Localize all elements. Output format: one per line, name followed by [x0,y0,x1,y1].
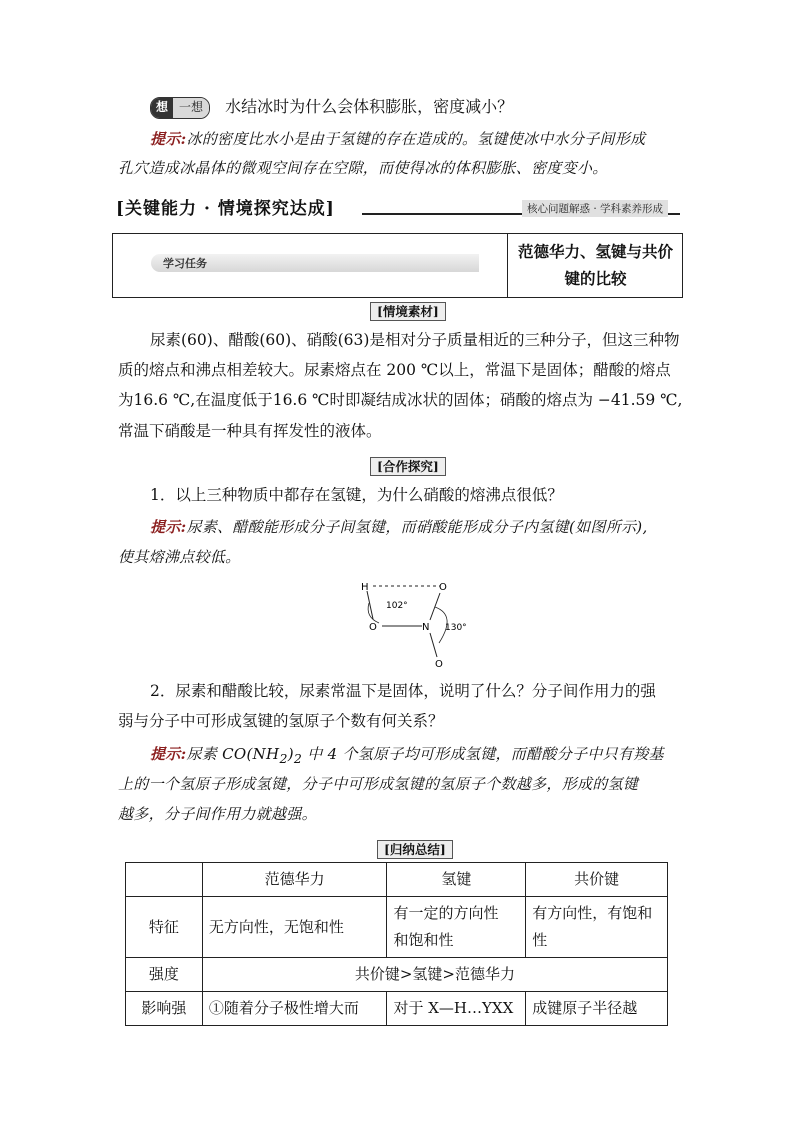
material-line3: 为16.6 ℃,在温度低于16.6 ℃时即凝结成冰状的固体；硝酸的熔点为 −41.59 ℃, [118,391,683,409]
think-question: 水结冰时为什么会体积膨胀，密度减小？ [225,97,514,116]
answer-1-line1: 提示:尿素、醋酸能形成分子间氢键，而硝酸能形成分子内氢键(如图所示), [150,518,648,536]
angle-label-2: 130° [445,623,467,633]
task-divider [507,234,508,297]
table-cell: 无方向性，无饱和性 [202,897,387,958]
think-hint-line2: 孔穴造成冰晶体的微观空间存在空隙，而使得冰的体积膨胀、密度变小。 [118,159,608,177]
n-o-top-bond [430,593,440,620]
question-2-line2: 弱与分子中可形成氢键的氢原子个数有何关系？ [118,712,444,730]
comparison-table [125,862,668,1026]
atom-o-bottom: O [435,659,443,670]
think-hint-line1: 提示:冰的密度比水小是由于氢键的存在造成的。氢键使冰中水分子间形成 [150,130,646,148]
table-header-cell: 范德华力 [202,863,387,897]
material-line4: 常温下硝酸是一种具有挥发性的液体。 [118,422,382,440]
answer-2-line3: 越多，分子间作用力就越强。 [118,805,317,823]
task-box [112,233,683,298]
section-title: [关键能力 · 情境探究达成] [116,199,335,219]
material-line1: 尿素(60)、醋酸(60)、硝酸(63)是相对分子质量相近的三种分子，但这三种物 [150,331,680,349]
answer-2-line1: 提示:尿素 $CO(NH_2)_2$ 中 4 个氢原子均可形成氢键，而醋酸分子中只有羧基 [150,745,664,766]
table-cell: 有方向性，有饱和 性 [526,897,668,958]
table-header-row [126,863,668,897]
think-badge: 想 一想 [150,97,210,119]
question-1: 1．以上三种物质中都存在氢键，为什么硝酸的熔沸点很低？ [150,486,563,504]
answer-2-line2: 上的一个氢原子形成氢键，分子中可形成氢键的氢原子个数越多，形成的氢键 [118,775,639,793]
think-question-line [150,92,513,121]
table-cell: 成键原子半径越 [526,992,668,1026]
h-o-bond [367,591,373,619]
table-row [126,897,668,958]
material-line2: 质的熔点和沸点相差较大。尿素熔点在 200 ℃以上，常温下是固体；醋酸的熔点 [118,361,671,379]
table-cell: 对于 X—H…YXX [387,992,526,1026]
hint-label: 提示: [150,130,187,148]
material-label: [情境素材] [370,302,446,321]
table-row [126,958,668,992]
nitric-acid-diagram [355,573,485,673]
table-header-cell [126,863,203,897]
question-2-line1: 2．尿素和醋酸比较，尿素常温下是固体，说明了什么？分子间作用力的强 [150,682,656,700]
table-header-cell: 共价键 [526,863,668,897]
summary-label: [归纳总结] [377,840,453,859]
table-cell: ①随着分子极性增大而 [202,992,387,1026]
atom-n: N [422,622,430,633]
table-cell: 强度 [126,958,203,992]
atom-h: H [361,582,369,593]
table-cell: 影响强 [126,992,203,1026]
answer-1-line2: 使其熔沸点较低。 [118,548,241,566]
atom-o-top: O [439,582,447,593]
table-cell: 特征 [126,897,203,958]
section-tag: 核心问题解惑 · 学科素养形成 [522,200,668,217]
task-ribbon: 学习任务 [151,254,479,272]
atom-o-left: O [369,622,377,633]
n-o-bottom-bond [430,633,437,657]
coop-label: [合作探究] [370,457,446,476]
table-header-cell: 氢键 [387,863,526,897]
angle-label-1: 102° [386,601,408,611]
table-cell: 共价键>氢键>范德华力 [202,958,667,992]
table-row [126,992,668,1026]
table-cell: 有一定的方向性 和饱和性 [387,897,526,958]
task-title: 范德华力、氢键与共价 键的比较 [517,242,673,288]
